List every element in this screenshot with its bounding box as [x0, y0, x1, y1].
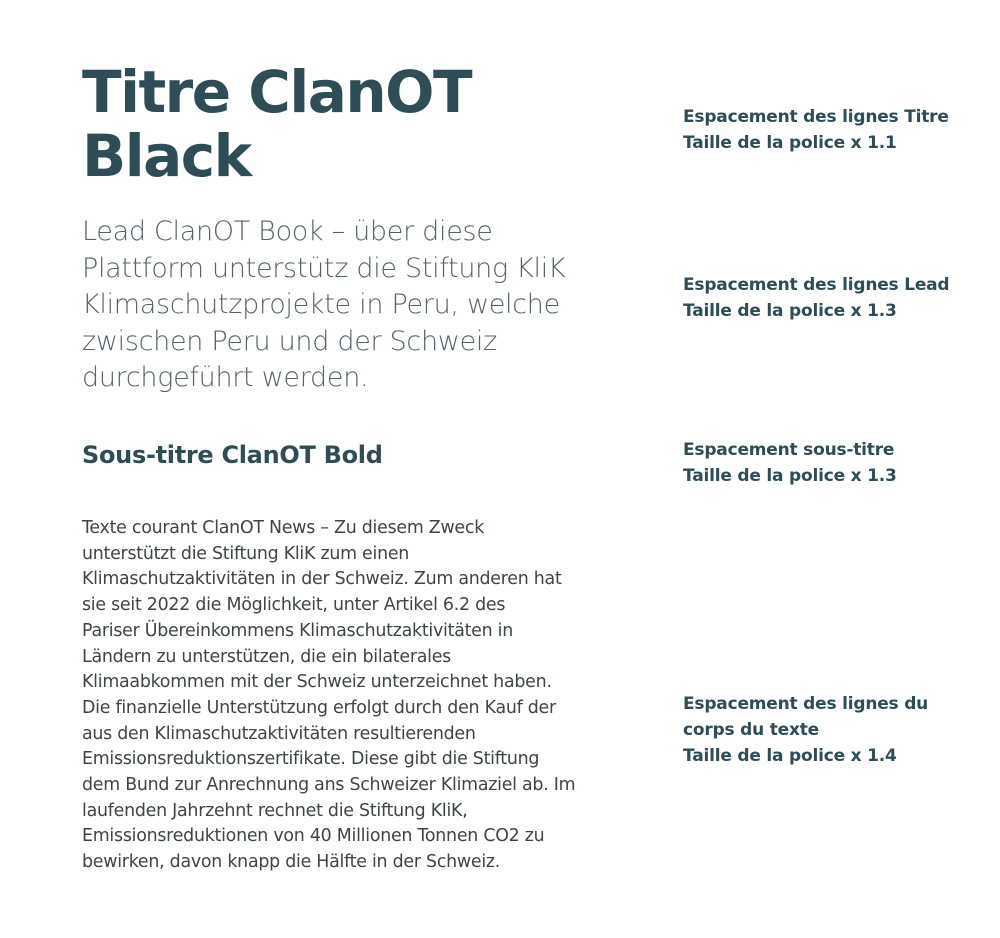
body-text-sample — [82, 516, 642, 876]
body-line: aus den Klimaschutzaktivitäten resultierenden — [82, 723, 476, 744]
lead-line: Plattform unterstütz die Stiftung KliK — [82, 252, 566, 284]
note-line: Espacement des lignes Lead — [683, 275, 950, 295]
body-spacing-note — [683, 691, 928, 769]
body-line: Klimaschutzaktivitäten in der Schweiz. Zum anderen hat — [82, 569, 562, 590]
lead-spacing-note — [683, 272, 949, 324]
note-line: Espacement des lignes du — [683, 694, 929, 714]
note-line: Taille de la police x 1.3 — [683, 466, 897, 486]
title-line-2: Black — [82, 122, 251, 190]
subtitle-sample: Sous-titre ClanOT Bold — [82, 441, 383, 469]
body-line: sie seit 2022 die Möglichkeit, unter Artikel 6.2 des — [82, 595, 506, 616]
body-line: Texte courant ClanOT News – Zu diesem Zweck — [82, 518, 485, 538]
note-line: Taille de la police x 1.3 — [683, 301, 897, 321]
lead-line: Klimaschutzprojekte in Peru, welche — [82, 289, 560, 320]
lead-sample — [82, 214, 642, 397]
title-sample — [82, 60, 471, 188]
note-line: corps du texte — [683, 720, 820, 740]
lead-line: durchgeführt werden. — [82, 362, 369, 393]
lead-line: zwischen Peru und der Schweiz — [82, 325, 497, 357]
body-line: Ländern zu unterstützen, die ein bilaterales — [82, 646, 451, 667]
body-line: Klimaabkommen mit der Schweiz unterzeichnet haben. — [82, 672, 552, 693]
body-line: Emissionsreduktionen von 40 Millionen Tonnen CO2 zu — [82, 826, 545, 847]
title-line-1: Titre ClanOT — [82, 58, 472, 126]
body-line: Emissionsreduktionszertifikate. Diese gibt die Stiftung — [82, 749, 540, 770]
subtitle-spacing-note — [683, 437, 897, 489]
note-line: Taille de la police x 1.1 — [683, 133, 897, 153]
lead-line: Lead ClanOT Book – über diese — [82, 216, 493, 247]
body-line: Pariser Übereinkommens Klimaschutzaktivitäten in — [82, 620, 514, 641]
note-line: Espacement des lignes Titre — [683, 107, 949, 127]
body-line: unterstützt die Stiftung KliK zum einen — [82, 543, 410, 564]
body-line: laufenden Jahrzehnt rechnet die Stiftung KliK, — [82, 800, 468, 821]
body-line: bewirken, davon knapp die Hälfte in der Schweiz. — [82, 852, 501, 873]
title-spacing-note — [683, 104, 949, 156]
body-line: Die finanzielle Unterstützung erfolgt durch den Kauf der — [82, 697, 556, 718]
body-line: dem Bund zur Anrechnung ans Schweizer Klimaziel ab. Im — [82, 775, 576, 796]
note-line: Espacement sous-titre — [683, 440, 895, 460]
note-line: Taille de la police x 1.4 — [683, 746, 897, 766]
